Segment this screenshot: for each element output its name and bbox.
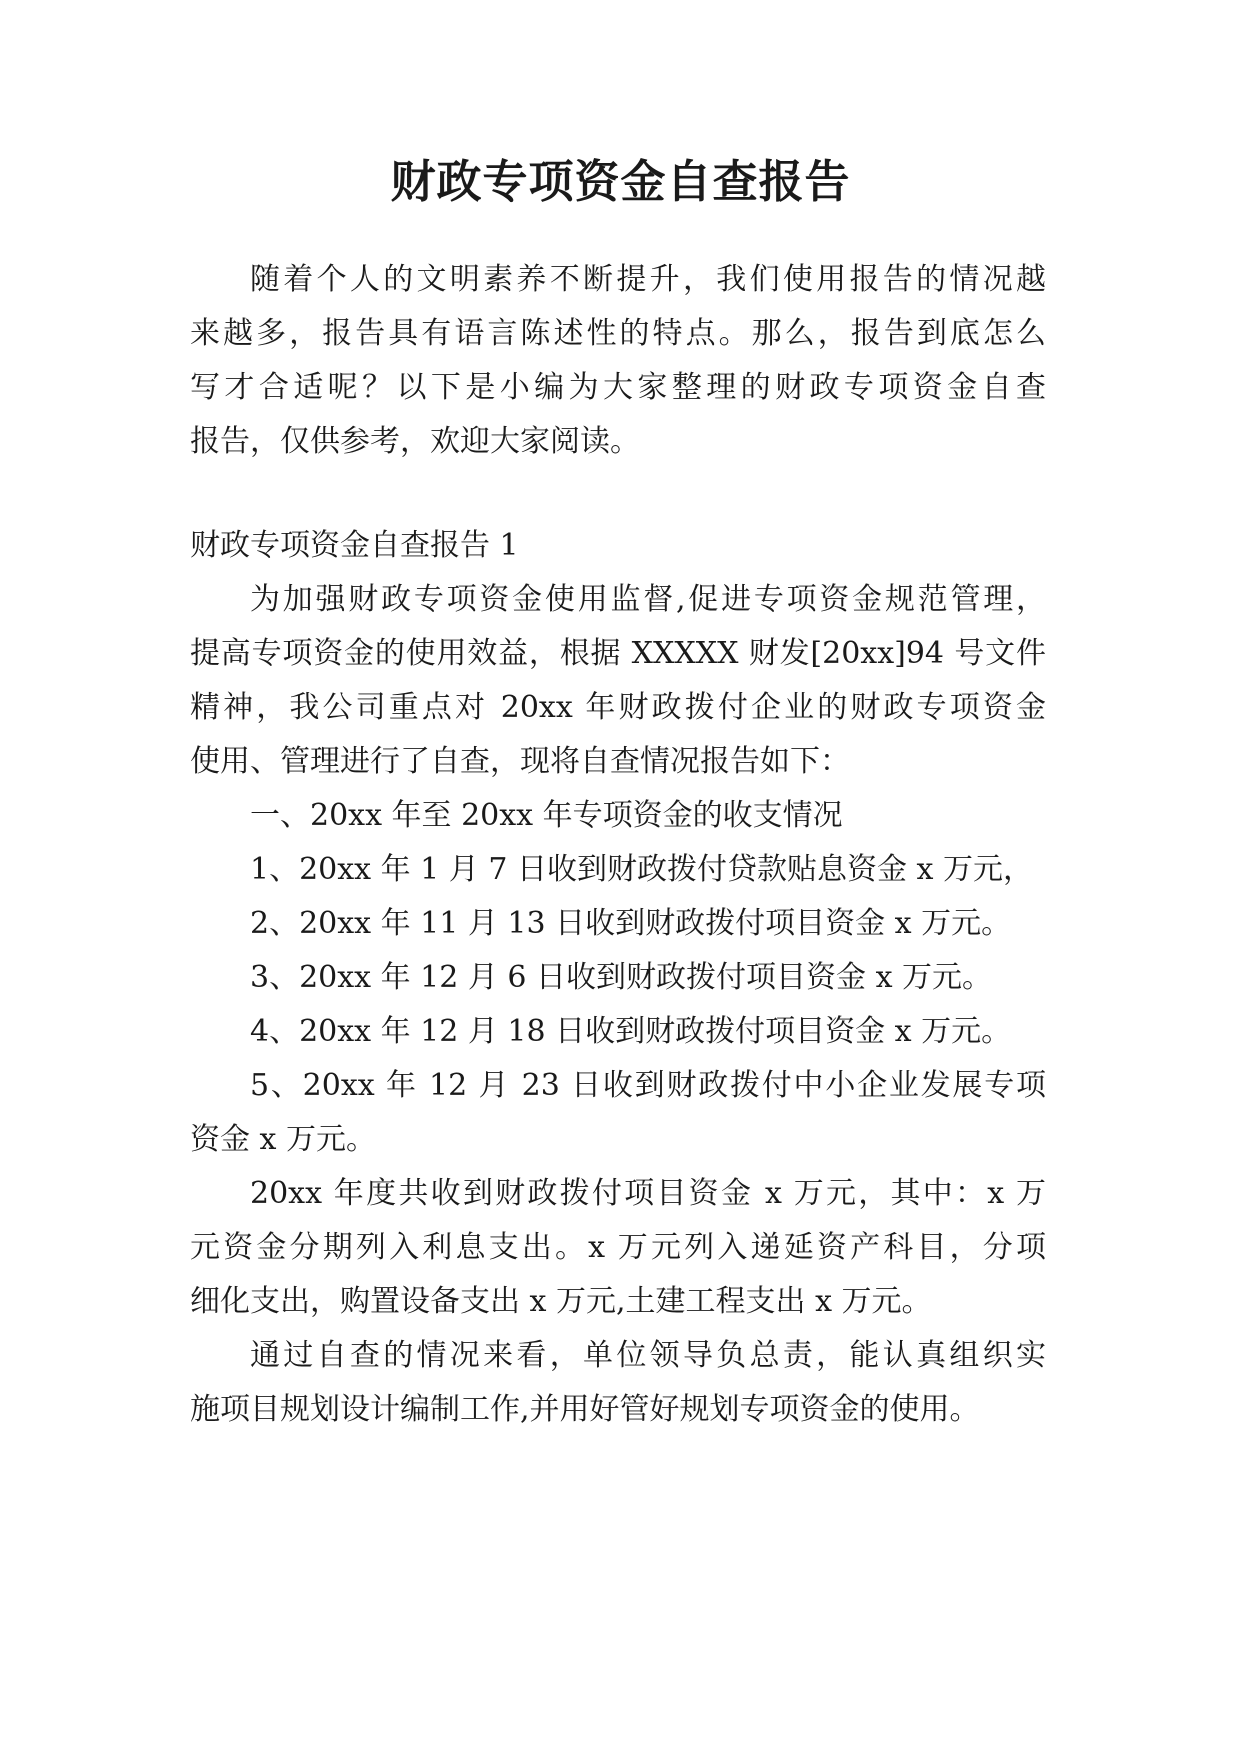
paragraph-line: 使用、管理进行了自查，现将自查情况报告如下： xyxy=(190,744,850,779)
paragraph-line: 提高专项资金的使用效益，根据 XXXXX 财发[20xx]94 号文件 xyxy=(190,636,1046,671)
paragraph-line: 细化支出，购置设备支出 x 万元,土建工程支出 x 万元。 xyxy=(190,1284,932,1319)
paragraph-line: 20xx 年度共收到财政拨付项目资金 x 万元，其中：x 万 xyxy=(250,1176,1046,1211)
list-item: 4、20xx 年 12 月 18 日收到财政拨付项目资金 x 万元。 xyxy=(250,1014,1012,1049)
paragraph-line: 施项目规划设计编制工作,并用好管好规划专项资金的使用。 xyxy=(190,1392,980,1427)
paragraph-line: 精神，我公司重点对 20xx 年财政拨付企业的财政专项资金 xyxy=(190,690,1046,725)
intro-line: 写才合适呢？以下是小编为大家整理的财政专项资金自查 xyxy=(190,370,1046,405)
paragraph-line: 通过自查的情况来看，单位领导负总责，能认真组织实 xyxy=(250,1338,1046,1373)
intro-line: 报告，仅供参考，欢迎大家阅读。 xyxy=(190,424,640,459)
document-title: 财政专项资金自查报告 xyxy=(390,155,851,208)
list-item: 1、20xx 年 1 月 7 日收到财政拨付贷款贴息资金 x 万元， xyxy=(250,852,1033,887)
section-heading: 财政专项资金自查报告 1 xyxy=(190,528,519,563)
paragraph-line: 元资金分期列入利息支出。x 万元列入递延资产科目，分项 xyxy=(190,1230,1046,1265)
list-item: 5、20xx 年 12 月 23 日收到财政拨付中小企业发展专项 xyxy=(250,1068,1046,1103)
intro-line: 来越多，报告具有语言陈述性的特点。那么，报告到底怎么 xyxy=(190,316,1046,351)
list-item-continuation: 资金 x 万元。 xyxy=(190,1122,376,1157)
subheading: 一、20xx 年至 20xx 年专项资金的收支情况 xyxy=(250,798,843,833)
paragraph-line: 为加强财政专项资金使用监督,促进专项资金规范管理， xyxy=(250,582,1046,617)
intro-line: 随着个人的文明素养不断提升，我们使用报告的情况越 xyxy=(250,262,1046,297)
list-item: 3、20xx 年 12 月 6 日收到财政拨付项目资金 x 万元。 xyxy=(250,960,993,995)
list-item: 2、20xx 年 11 月 13 日收到财政拨付项目资金 x 万元。 xyxy=(250,906,1012,941)
